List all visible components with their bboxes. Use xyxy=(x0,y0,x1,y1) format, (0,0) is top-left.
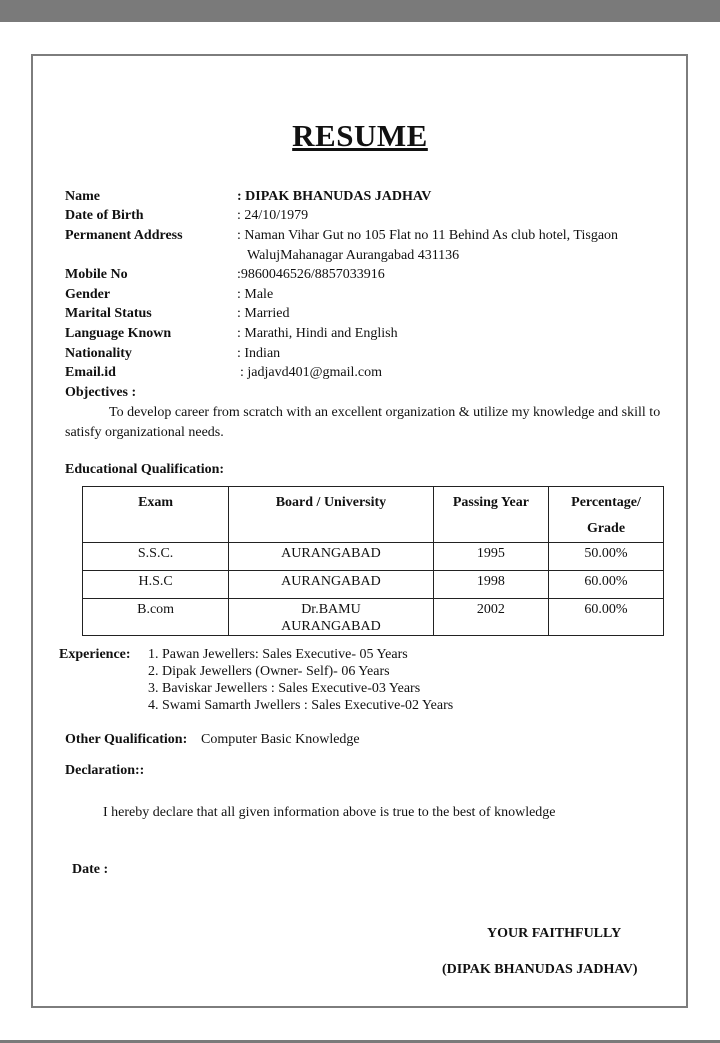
table-cell: 60.00% xyxy=(549,599,664,636)
column-header: Board / University xyxy=(229,487,434,543)
mobile-label: Mobile No xyxy=(65,267,128,282)
table-row xyxy=(83,543,664,571)
table-header-row xyxy=(83,487,664,543)
table-cell: H.S.C xyxy=(83,571,229,599)
language-value: : Marathi, Hindi and English xyxy=(237,326,398,341)
table-cell: 60.00% xyxy=(549,571,664,599)
mobile-value: :9860046526/8857033916 xyxy=(237,267,385,282)
declaration-text: I hereby declare that all given information above is true to the best of knowledge xyxy=(103,805,556,820)
table-row xyxy=(83,599,664,636)
gender-value: : Male xyxy=(237,287,274,302)
column-header: Passing Year xyxy=(433,487,548,543)
name-value: : DIPAK BHANUDAS JADHAV xyxy=(237,189,432,204)
experience-heading: Experience: xyxy=(59,647,131,662)
table-cell: B.com xyxy=(83,599,229,636)
resume-title: RESUME xyxy=(292,118,428,153)
address-label: Permanent Address xyxy=(65,228,183,243)
table-cell: Dr.BAMU AURANGABAD xyxy=(229,599,434,636)
language-label: Language Known xyxy=(65,326,172,341)
declaration-heading: Declaration:: xyxy=(65,763,145,778)
experience-item: 1. Pawan Jewellers: Sales Executive- 05 Years xyxy=(148,647,408,662)
table-cell: AURANGABAD xyxy=(229,571,434,599)
nationality-value: : Indian xyxy=(237,346,281,361)
name-label: Name xyxy=(65,189,100,204)
objectives-heading: Objectives : xyxy=(65,385,137,400)
address-value-line2: WalujMahanagar Aurangabad 431136 xyxy=(247,248,460,263)
table-cell: S.S.C. xyxy=(83,543,229,571)
table-row xyxy=(83,571,664,599)
table-cell: 1995 xyxy=(433,543,548,571)
experience-item: 2. Dipak Jewellers (Owner- Self)- 06 Years xyxy=(148,664,390,679)
dob-value: : 24/10/1979 xyxy=(237,208,309,223)
email-label: Email.id xyxy=(65,365,116,380)
education-table xyxy=(82,486,664,636)
table-cell: 1998 xyxy=(433,571,548,599)
experience-item: 3. Baviskar Jewellers : Sales Executive-03 Years xyxy=(148,681,421,696)
marital-value: : Married xyxy=(237,306,290,321)
column-header: Percentage/ Grade xyxy=(549,487,664,543)
email-value: : jadjavd401@gmail.com xyxy=(240,365,382,380)
table-cell: 2002 xyxy=(433,599,548,636)
education-heading: Educational Qualification: xyxy=(65,462,225,477)
closing-text: YOUR FAITHFULLY xyxy=(487,926,622,941)
top-toolbar-bar xyxy=(0,0,720,22)
dob-label: Date of Birth xyxy=(65,208,144,223)
date-label: Date : xyxy=(72,862,109,877)
experience-item: 4. Swami Samarth Jwellers : Sales Executive-02 Years xyxy=(148,698,454,713)
objectives-text: To develop career from scratch with an excellent organization & utilize my knowledge and skill to satisfy organizational needs. xyxy=(65,405,661,440)
signature-name: (DIPAK BHANUDAS JADHAV) xyxy=(442,962,638,977)
table-cell: 50.00% xyxy=(549,543,664,571)
table-cell: AURANGABAD xyxy=(229,543,434,571)
other-qualification-value: Computer Basic Knowledge xyxy=(201,732,360,747)
gender-label: Gender xyxy=(65,287,111,302)
other-qualification-label: Other Qualification: xyxy=(65,732,188,747)
nationality-label: Nationality xyxy=(65,346,132,361)
column-header: Exam xyxy=(83,487,229,543)
address-value-line1: : Naman Vihar Gut no 105 Flat no 11 Behind As club hotel, Tisgaon xyxy=(237,228,619,243)
marital-label: Marital Status xyxy=(65,306,152,321)
